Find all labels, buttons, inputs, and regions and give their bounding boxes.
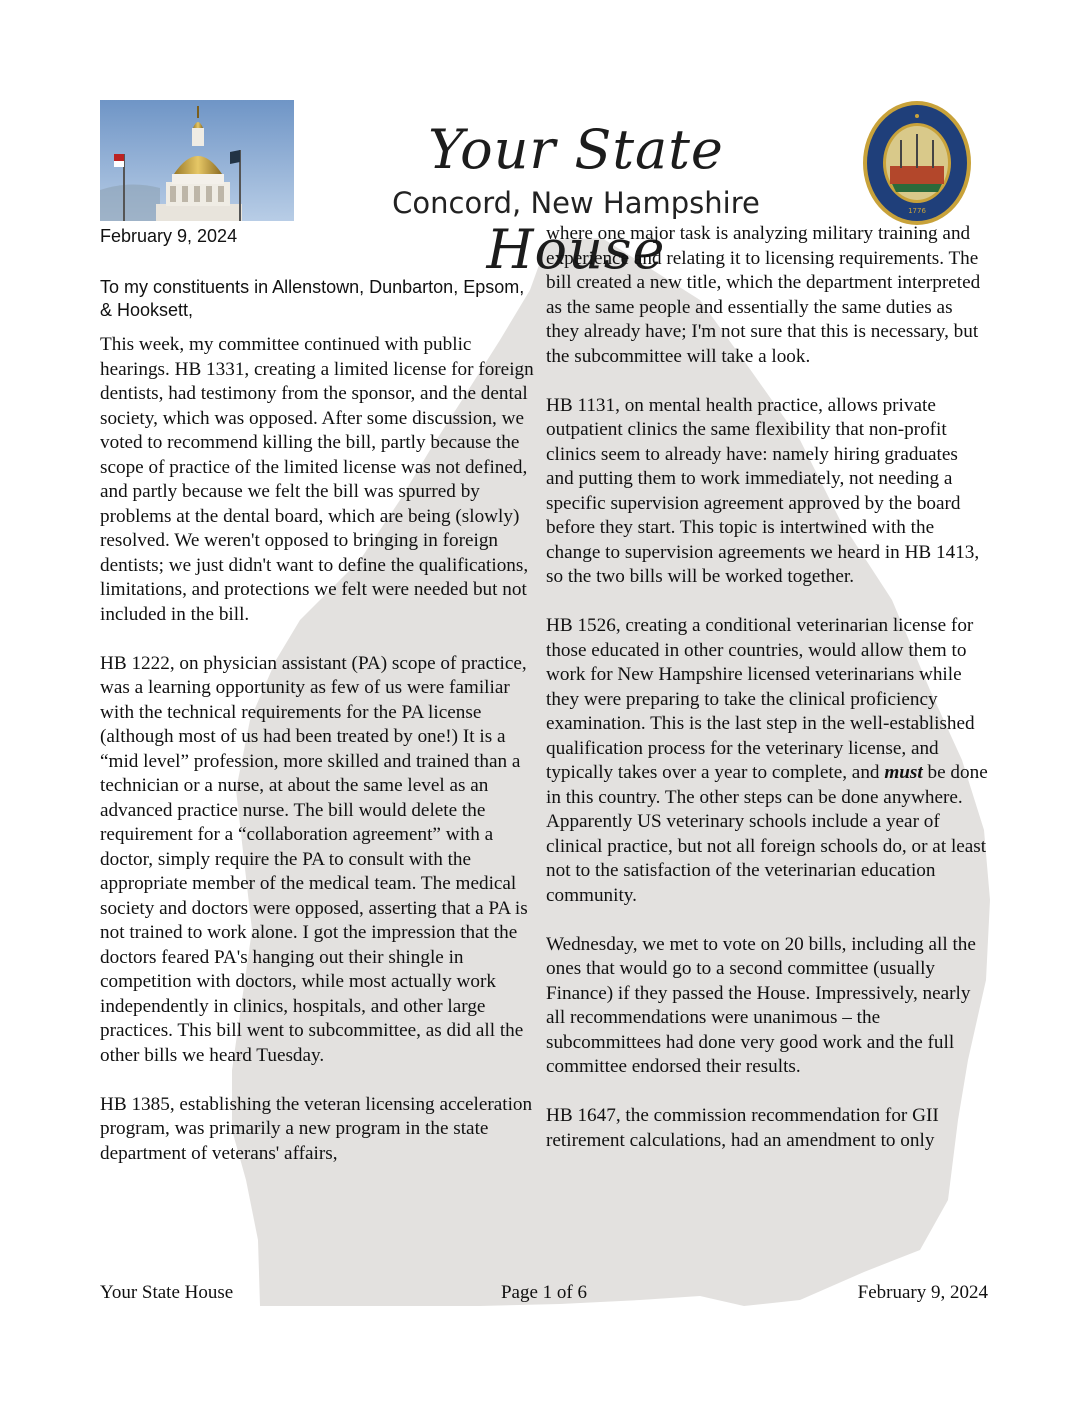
seal-year: 1776	[908, 207, 926, 215]
state-house-photo	[100, 100, 294, 221]
masthead-subtitle: Concord, New Hampshire	[392, 186, 760, 220]
letter-date: February 9, 2024	[100, 226, 238, 246]
paragraph-wednesday-vote: Wednesday, we met to vote on 20 bills, including all the ones that would go to a second committee (usually Finance) if they passed the House. Impressively, nearly all recommendations were unanimous – the subcommittees had done very good work and the full committee endorsed their results.	[546, 933, 976, 1077]
salutation: To my constituents in Allenstown, Dunbarton, Epsom, & Hooksett,	[100, 277, 525, 320]
paragraph-hb1331: This week, my committee continued with public hearings. HB 1331, creating a limited license for foreign dentists, had testimony from the sponsor, and the dental society, which was opposed. After some discussion, we voted to recommend killing the bill, partly because the scope of practice of the limited license was not defined, and partly because we felt the bill was spurred by problems at the dental board, which are being (slowly) resolved. We weren't opposed to bringing in foreign dentists; we just didn't want to define the qualifications, limitations, and protections we felt were needed but not included in the bill.	[100, 334, 534, 625]
paragraph-hb1131: HB 1131, on mental health practice, allows private outpatient clinics the same flexibility that non-profit clinics seem to already have: namely hiring graduates and putting them to work immediately, not needing a specific supervision agreement approved by the board before they start. This topic is intertwined with the change to supervision agreements we heard in HB 1413, so the two bills will be worked together.	[546, 394, 980, 587]
masthead-title: Your State House	[428, 118, 724, 281]
page-footer	[100, 1282, 988, 1308]
paragraph-hb1385-continued: where one major task is analyzing military training and experience and relating it to licensing requirements. The bill created a new title, which the department interpreted as the same people and essentially the same duties as they already have; I'm not sure that this is necessary, but the subcommittee will take a look.	[546, 223, 981, 367]
paragraph-hb1647: HB 1647, the commission recommendation for GII retirement calculations, had an amendment to only	[546, 1105, 939, 1151]
footer-publication: Your State House	[100, 1282, 234, 1303]
emphasis-must: must	[884, 762, 923, 783]
paragraph-hb1526	[546, 614, 988, 908]
footer-date: February 9, 2024	[857, 1282, 988, 1303]
state-seal	[862, 100, 972, 226]
paragraph-hb1222: HB 1222, on physician assistant (PA) scope of practice, was a learning opportunity as few of us were familiar with the technical requirements for the PA license (although most of us had been treated by one!) It is a “mid level” profession, more skilled and trained than a technician or a nurse, at about the same level as an advanced practice nurse. The bill would delete the requirement for a “collaboration agreement” with a doctor, simply require the PA to consult with the appropriate member of the medical team. The medical society and doctors were opposed, asserting that a PA is not trained to work alone. I got the impression that the doctors feared PA's hanging out their shingle in competition with doctors, while most actually work independently in clinics, hospitals, and other large practices. This bill went to subcommittee, as did all the other bills we heard Tuesday.	[100, 652, 528, 1066]
footer-page-number: Page 1 of 6	[500, 1282, 587, 1303]
left-column	[100, 333, 542, 1191]
hb1526-text-after: be done in this country. The other steps can be done anywhere. Apparently US veterinary schools include a year of clinical practice, but not all foreign schools do, or at least not to the satisfaction of the veterinarian education community.	[546, 762, 988, 906]
right-column	[546, 222, 988, 1178]
hb1526-text-before: HB 1526, creating a conditional veterinarian license for those educated in other countries, would allow them to work for New Hampshire licensed veterinarians while they were preparing to take the clinical proficiency examination. This is the last step in the well-established qualification process for the veterinary license, and typically takes over a year to complete, and	[546, 615, 975, 783]
paragraph-hb1385: HB 1385, establishing the veteran licensing acceleration program, was primarily a new program in the state department of veterans' affairs,	[100, 1093, 533, 1164]
